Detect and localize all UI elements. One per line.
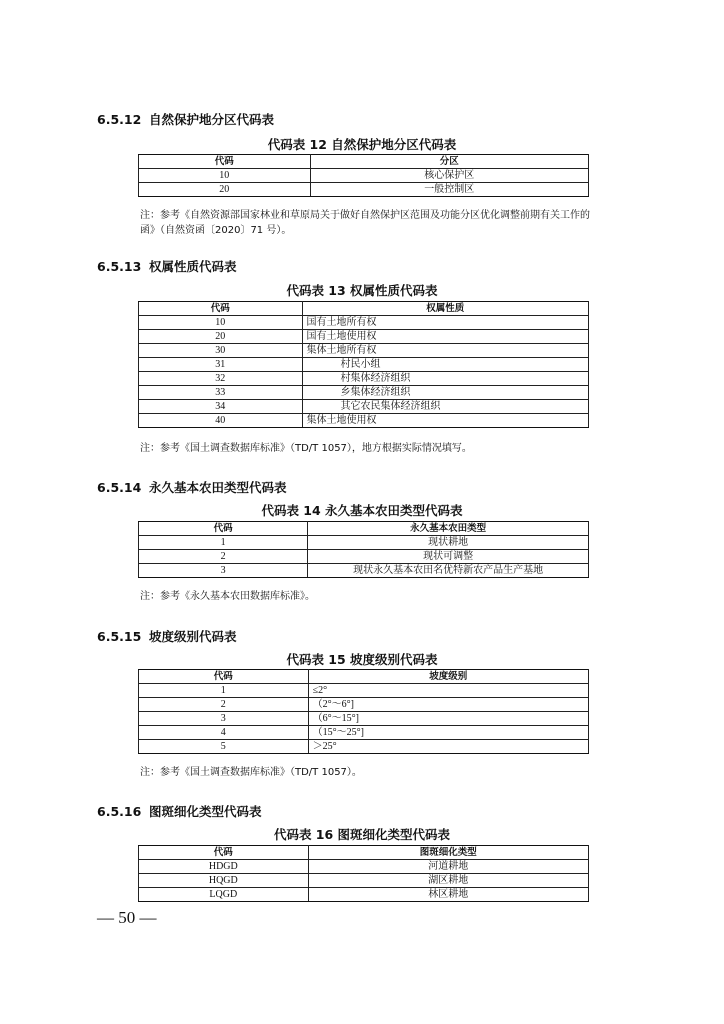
table-row	[139, 888, 589, 902]
value-cell: （6°～15°]	[308, 712, 588, 726]
code-table-13	[138, 301, 589, 428]
code-table-15	[138, 669, 589, 754]
table-row	[139, 712, 589, 726]
value-cell: 湖区耕地	[308, 874, 588, 888]
value-cell: 集体土地所有权	[302, 344, 589, 358]
table-row	[139, 414, 589, 428]
code-table-14	[138, 521, 589, 578]
code-cell: 1	[139, 684, 309, 698]
section-heading-6-5-12	[97, 110, 274, 128]
table-row	[139, 400, 589, 414]
section-title: 权属性质代码表	[149, 259, 237, 274]
table-note-15: 注：参考《国土调查数据库标准》（TD/T 1057）。	[140, 767, 362, 778]
table-row	[139, 698, 589, 712]
table-row	[139, 740, 589, 754]
value-cell: 现状永久基本农田名优特新农产品生产基地	[308, 564, 589, 578]
value-cell: 现状可调整	[308, 550, 589, 564]
table-header-name: 权属性质	[302, 302, 589, 316]
value-cell: 国有土地使用权	[302, 330, 589, 344]
code-cell: 10	[139, 316, 303, 330]
table-header-name: 永久基本农田类型	[308, 522, 589, 536]
code-cell: 20	[139, 330, 303, 344]
code-table-16	[138, 845, 589, 902]
value-cell: 乡集体经济组织	[302, 386, 589, 400]
table-header-code: 代码	[139, 846, 309, 860]
value-cell: （2°～6°]	[308, 698, 588, 712]
code-cell: 32	[139, 372, 303, 386]
table-header-code: 代码	[139, 302, 303, 316]
table-note-14: 注：参考《永久基本农田数据库标准》。	[140, 591, 315, 602]
table-header-name: 坡度级别	[308, 670, 588, 684]
table-row	[139, 564, 589, 578]
table-note-12: 注：参考《自然资源部国家林业和草原局关于做好自然保护区范围及功能分区优化调整前期有关工作的函》（自然资函〔2020〕71 号）。	[140, 210, 590, 236]
value-cell: ≤2°	[308, 684, 588, 698]
code-cell: 1	[139, 536, 308, 550]
code-cell: 34	[139, 400, 303, 414]
section-heading-6-5-15	[97, 627, 237, 645]
value-cell: 村集体经济组织	[302, 372, 589, 386]
code-cell: HQGD	[139, 874, 309, 888]
page-number: — 50 —	[97, 908, 157, 927]
code-cell: 33	[139, 386, 303, 400]
table-row	[139, 344, 589, 358]
table-row	[139, 860, 589, 874]
table-row	[139, 183, 589, 197]
table-header-code: 代码	[139, 522, 308, 536]
table-caption-16: 代码表 16 图斑细化类型代码表	[273, 827, 451, 842]
table-row	[139, 386, 589, 400]
table-caption-12: 代码表 12 自然保护地分区代码表	[267, 137, 457, 152]
section-title: 自然保护地分区代码表	[149, 112, 275, 127]
value-cell: 其它农民集体经济组织	[302, 400, 589, 414]
table-row	[139, 169, 589, 183]
table-row	[139, 874, 589, 888]
code-cell: 3	[139, 712, 309, 726]
table-row	[139, 550, 589, 564]
value-cell: 林区耕地	[308, 888, 588, 902]
section-title: 图斑细化类型代码表	[149, 804, 262, 819]
table-header-code: 代码	[139, 155, 311, 169]
value-cell: 核心保护区	[310, 169, 588, 183]
value-cell: 一般控制区	[310, 183, 588, 197]
section-number: 6.5.13	[97, 259, 142, 274]
table-note-13: 注：参考《国土调查数据库标准》（TD/T 1057），地方根据实际情况填写。	[140, 443, 472, 454]
value-cell: （15°～25°]	[308, 726, 588, 740]
section-number: 6.5.12	[97, 112, 142, 127]
value-cell: 国有土地所有权	[302, 316, 589, 330]
section-heading-6-5-14	[97, 478, 287, 496]
section-heading-6-5-13	[97, 257, 237, 275]
code-cell: 2	[139, 698, 309, 712]
code-cell: 20	[139, 183, 311, 197]
section-heading-6-5-16	[97, 802, 262, 820]
code-cell: 5	[139, 740, 309, 754]
table-header-name: 图斑细化类型	[308, 846, 588, 860]
table-row	[139, 684, 589, 698]
code-cell: 4	[139, 726, 309, 740]
table-row	[139, 330, 589, 344]
code-cell: HDGD	[139, 860, 309, 874]
table-header-code: 代码	[139, 670, 309, 684]
code-cell: 40	[139, 414, 303, 428]
section-title: 永久基本农田类型代码表	[149, 480, 287, 495]
table-row	[139, 536, 589, 550]
table-caption-14: 代码表 14 永久基本农田类型代码表	[261, 503, 463, 518]
code-cell: LQGD	[139, 888, 309, 902]
value-cell: 河道耕地	[308, 860, 588, 874]
table-row	[139, 316, 589, 330]
table-caption-15: 代码表 15 坡度级别代码表	[286, 652, 438, 667]
table-header-name: 分区	[310, 155, 588, 169]
value-cell: 现状耕地	[308, 536, 589, 550]
code-cell: 10	[139, 169, 311, 183]
code-cell: 2	[139, 550, 308, 564]
section-title: 坡度级别代码表	[149, 629, 237, 644]
value-cell: 集体土地使用权	[302, 414, 589, 428]
table-row	[139, 372, 589, 386]
value-cell: ＞25°	[308, 740, 588, 754]
table-row	[139, 358, 589, 372]
code-table-12	[138, 154, 589, 197]
code-cell: 31	[139, 358, 303, 372]
section-number: 6.5.15	[97, 629, 142, 644]
table-row	[139, 726, 589, 740]
code-cell: 30	[139, 344, 303, 358]
code-cell: 3	[139, 564, 308, 578]
value-cell: 村民小组	[302, 358, 589, 372]
section-number: 6.5.16	[97, 804, 142, 819]
section-number: 6.5.14	[97, 480, 142, 495]
table-caption-13: 代码表 13 权属性质代码表	[286, 283, 438, 298]
